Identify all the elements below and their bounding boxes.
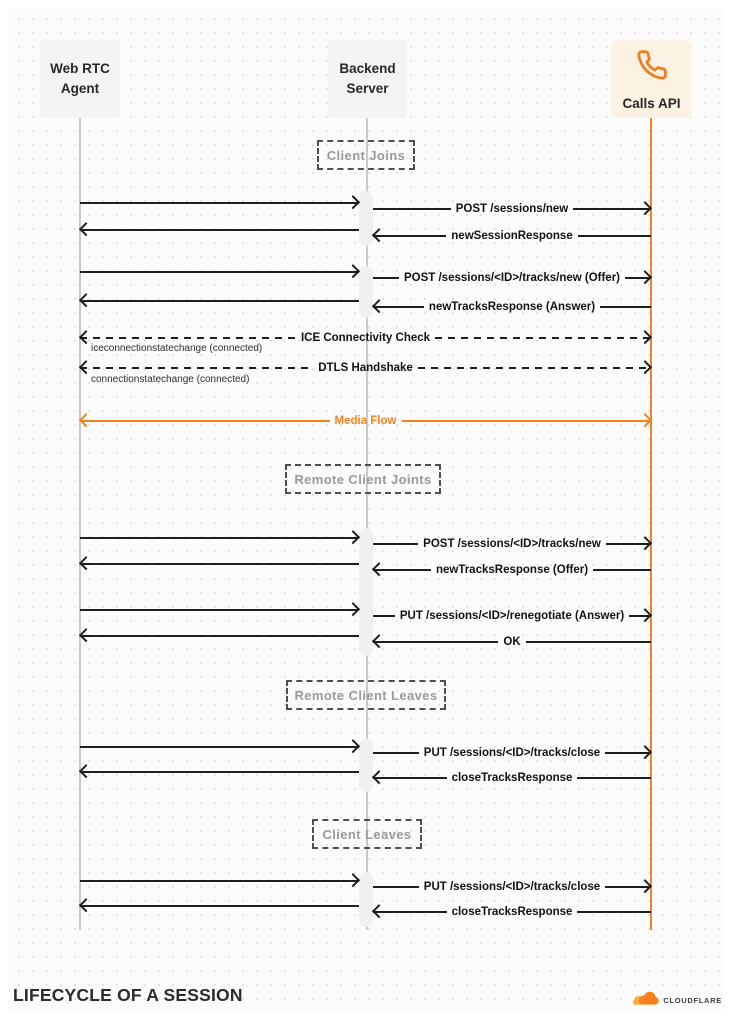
arrowhead-left-icon <box>79 764 93 778</box>
activation-bar <box>359 739 373 792</box>
message-arrow <box>373 228 651 244</box>
cloudflare-logo <box>633 990 722 1011</box>
message-label: POST /sessions/<ID>/tracks/new <box>423 538 601 550</box>
arrowhead-left-icon <box>79 898 93 912</box>
message-label: POST /sessions/<ID>/tracks/new (Offer) <box>403 272 621 284</box>
message-label: PUT /sessions/<ID>/tracks/close <box>423 881 601 893</box>
actor-box-web-rtc-agent <box>40 40 120 118</box>
arrowhead-right-icon <box>638 270 652 284</box>
message-label: POST /sessions/new <box>455 203 569 215</box>
arrowhead-left-icon <box>372 299 386 313</box>
arrowhead-right-icon <box>638 413 652 427</box>
message-arrow <box>80 898 359 914</box>
actor-box-backend-server <box>328 40 407 118</box>
message-arrow <box>373 879 651 895</box>
cloudflare-wordmark: CLOUDFLARE <box>663 996 722 1005</box>
message-arrow <box>373 608 651 624</box>
message-label: newSessionResponse <box>451 230 573 242</box>
arrowhead-left-icon <box>79 222 93 236</box>
arrowhead-left-icon <box>79 556 93 570</box>
actor-label: Backend Server <box>339 61 396 96</box>
actor-label: Web RTC Agent <box>50 61 110 96</box>
message-label: OK <box>503 636 521 648</box>
arrowhead-left-icon <box>372 904 386 918</box>
arrowhead-right-icon <box>346 602 360 616</box>
message-arrow <box>373 562 651 578</box>
arrowhead-left-icon <box>79 360 93 374</box>
phase-box-client-leaves <box>312 819 422 849</box>
message-arrow <box>80 628 359 644</box>
arrowhead-right-icon <box>346 873 360 887</box>
arrowhead-right-icon <box>638 879 652 893</box>
cloudflare-cloud-icon <box>633 990 660 1011</box>
message-arrow <box>80 602 359 618</box>
message-label: DTLS Handshake <box>318 362 413 374</box>
activation-bar <box>359 528 373 656</box>
event-label-iceconnectionstatechange: iceconnectionstatechange (connected) <box>91 343 263 354</box>
arrowhead-right-icon <box>638 201 652 215</box>
activation-bar <box>359 872 373 927</box>
arrowhead-left-icon <box>79 413 93 427</box>
phase-box-remote-client-leaves <box>286 680 446 710</box>
phone-icon <box>636 49 668 87</box>
arrowhead-right-icon <box>638 360 652 374</box>
message-label: PUT /sessions/<ID>/tracks/close <box>423 747 601 759</box>
arrowhead-left-icon <box>372 228 386 242</box>
activation-bar <box>359 191 373 246</box>
phase-box-client-joins <box>317 140 415 170</box>
arrowhead-right-icon <box>638 745 652 759</box>
message-label: closeTracksResponse <box>451 772 573 784</box>
arrowhead-left-icon <box>372 770 386 784</box>
arrowhead-right-icon <box>346 530 360 544</box>
message-arrow <box>373 745 651 761</box>
message-arrow <box>373 634 651 650</box>
diagram-title: LIFECYCLE OF A SESSION <box>13 985 243 1005</box>
message-arrow <box>373 904 651 920</box>
arrowhead-right-icon <box>346 739 360 753</box>
arrowhead-right-icon <box>346 195 360 209</box>
phase-label: Remote Client Joints <box>294 471 432 487</box>
message-arrow <box>80 764 359 780</box>
arrowhead-right-icon <box>638 608 652 622</box>
message-arrow <box>80 293 359 309</box>
message-label: ICE Connectivity Check <box>300 332 431 344</box>
activation-bar <box>359 266 373 318</box>
arrowhead-left-icon <box>372 562 386 576</box>
message-label: PUT /sessions/<ID>/renegotiate (Answer) <box>399 610 625 622</box>
phase-box-remote-client-joints <box>285 464 441 494</box>
message-arrow-media-flow <box>80 413 651 429</box>
arrowhead-right-icon <box>638 536 652 550</box>
actor-label: Calls API <box>622 95 681 111</box>
arrowhead-left-icon <box>79 293 93 307</box>
message-arrow <box>373 270 651 286</box>
message-label: closeTracksResponse <box>451 906 573 918</box>
arrowhead-right-icon <box>638 330 652 344</box>
message-arrow <box>373 536 651 552</box>
phase-label: Client Joins <box>326 147 406 163</box>
arrowhead-right-icon <box>346 264 360 278</box>
arrowhead-left-icon <box>372 634 386 648</box>
actor-box-calls-api <box>611 40 692 118</box>
lifeline-web-rtc-agent <box>79 118 81 930</box>
message-arrow <box>373 299 651 315</box>
event-label-connectionstatechange: connectionstatechange (connected) <box>91 374 250 385</box>
message-arrow <box>373 201 651 217</box>
message-arrow <box>80 264 359 280</box>
message-arrow <box>80 222 359 238</box>
message-label: Media Flow <box>334 415 397 427</box>
message-arrow <box>80 873 359 889</box>
arrowhead-left-icon <box>79 628 93 642</box>
phase-label: Client Leaves <box>322 826 412 842</box>
message-label: newTracksResponse (Offer) <box>435 564 589 576</box>
message-arrow <box>373 770 651 786</box>
message-arrow <box>80 195 359 211</box>
message-arrow <box>80 739 359 755</box>
message-arrow <box>80 530 359 546</box>
message-arrow <box>80 556 359 572</box>
message-label: newTracksResponse (Answer) <box>428 301 596 313</box>
phase-label: Remote Client Leaves <box>294 687 438 703</box>
